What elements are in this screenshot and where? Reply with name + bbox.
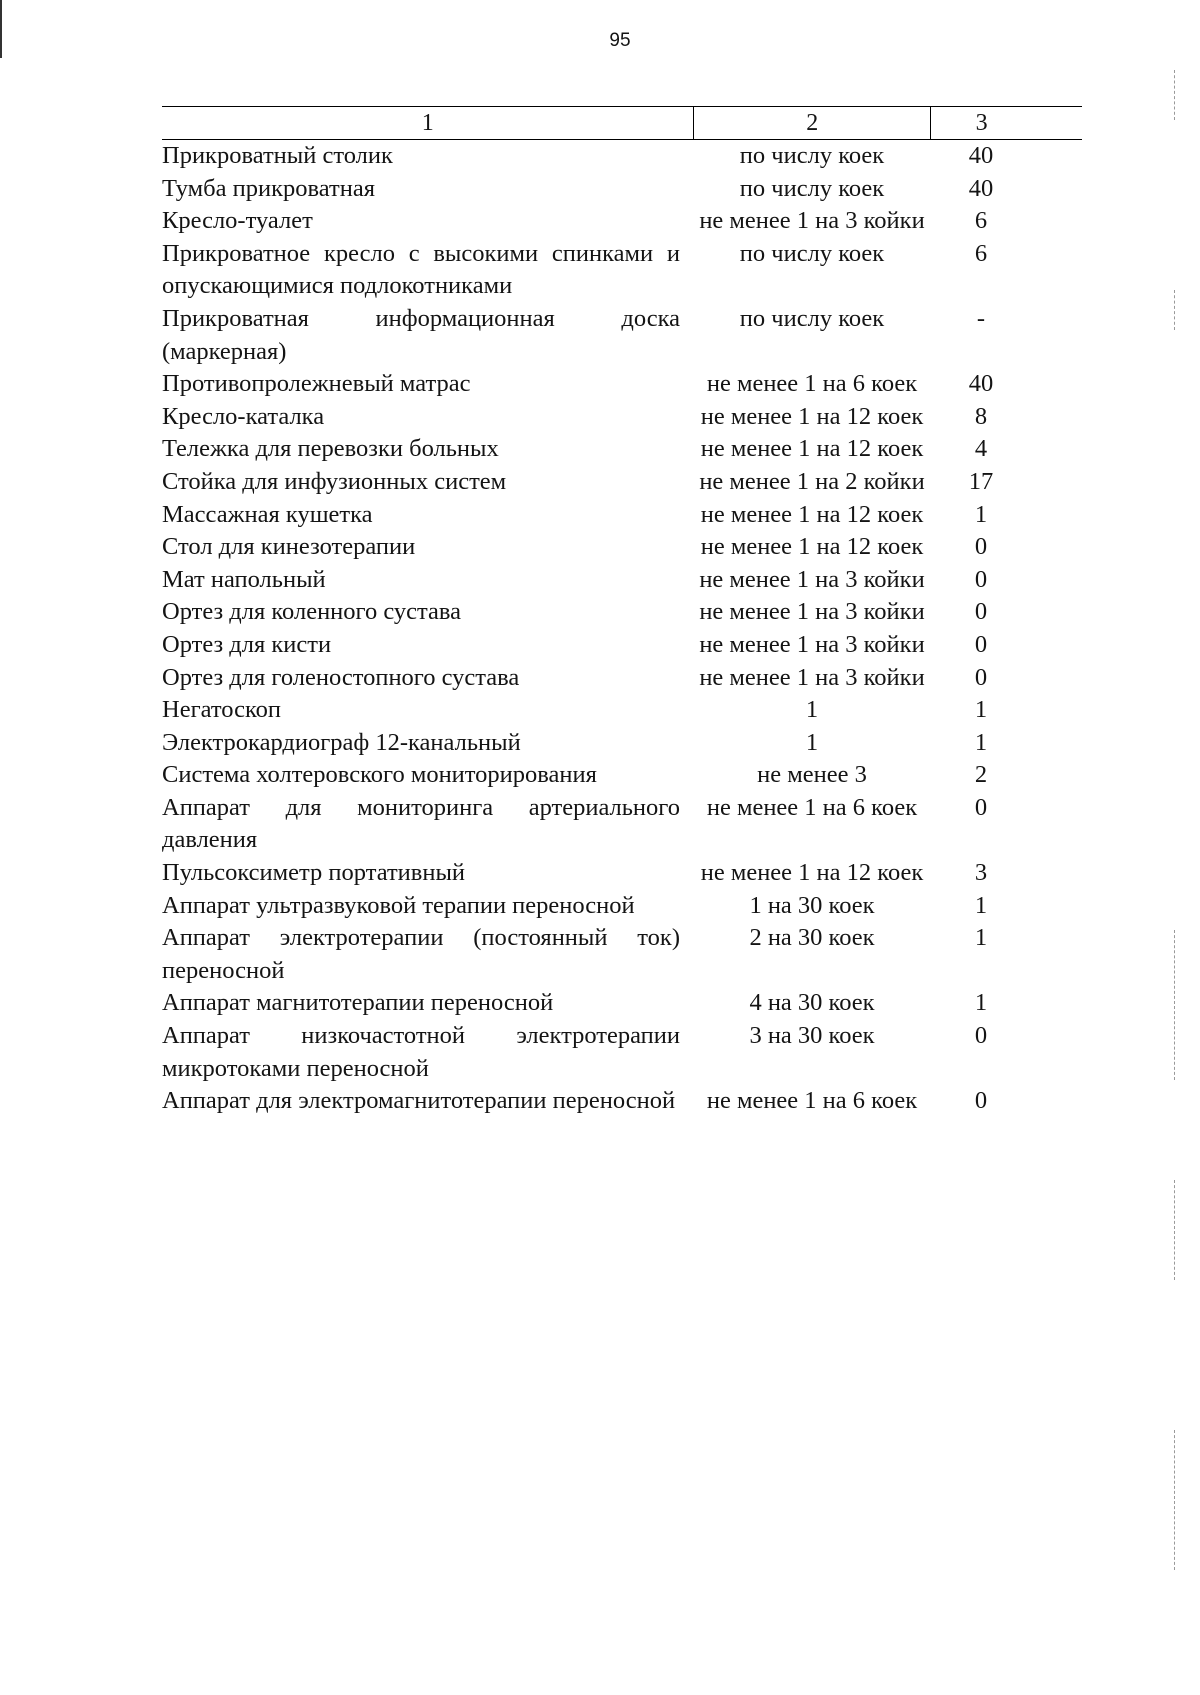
equipment-name: Ортез для коленного сустава <box>162 598 462 626</box>
header-col-3: 3 <box>930 107 1082 139</box>
table-row <box>162 890 1082 923</box>
norm-value: не менее 1 на 3 койки <box>699 630 925 658</box>
table-row <box>162 922 1082 987</box>
table-row <box>162 238 1082 303</box>
norm-value: не менее 1 на 12 коек <box>700 402 924 430</box>
equipment-name: Тележка для перевозки больных <box>162 435 499 463</box>
quantity-value: 0 <box>974 793 988 821</box>
quantity-value: 40 <box>968 370 994 398</box>
table-row <box>162 205 1082 238</box>
quantity-value: 1 <box>974 924 988 952</box>
quantity-value: 0 <box>974 1087 988 1115</box>
quantity-value: 0 <box>974 533 988 561</box>
quantity-value: 2 <box>974 761 988 789</box>
norm-value: по числу коек <box>739 239 885 267</box>
quantity-value: 0 <box>974 630 988 658</box>
table-row <box>162 401 1082 434</box>
table-row <box>162 987 1082 1020</box>
norm-value: 1 <box>805 728 819 756</box>
table-row <box>162 1085 1082 1118</box>
equipment-name: Аппарат низкочастотной электротерапии микротоками переносной <box>162 1022 680 1082</box>
quantity-value: 1 <box>974 500 988 528</box>
norm-value: не менее 1 на 12 коек <box>700 435 924 463</box>
quantity-value: 8 <box>974 402 988 430</box>
equipment-table <box>162 106 1082 1118</box>
table-row <box>162 1020 1082 1085</box>
table-row <box>162 564 1082 597</box>
equipment-name: Аппарат ультразвуковой терапии переносной <box>162 891 635 919</box>
norm-value: по числу коек <box>739 142 885 169</box>
norm-value: не менее 1 на 3 койки <box>699 565 925 593</box>
table-header <box>162 106 1082 140</box>
norm-value: 1 на 30 коек <box>749 891 875 919</box>
table-row <box>162 466 1082 499</box>
equipment-name: Прикроватный столик <box>162 142 393 169</box>
quantity-value: 40 <box>968 142 994 169</box>
quantity-value: 6 <box>974 239 988 267</box>
table-body <box>162 140 1082 1118</box>
equipment-name: Аппарат электротерапии (постоянный ток) переносной <box>162 924 680 984</box>
equipment-name: Кресло-каталка <box>162 402 325 430</box>
norm-value: по числу коек <box>739 304 885 332</box>
norm-value: не менее 1 на 2 койки <box>699 467 925 495</box>
norm-value: не менее 1 на 12 коек <box>700 859 924 887</box>
equipment-name: Электрокардиограф 12-канальный <box>162 728 521 756</box>
norm-value: не менее 1 на 6 коек <box>706 370 918 398</box>
norm-value: 1 <box>805 696 819 724</box>
table-row <box>162 727 1082 760</box>
norm-value: не менее 1 на 6 коек <box>706 1087 918 1115</box>
quantity-value: 0 <box>974 598 988 626</box>
norm-value: не менее 1 на 3 койки <box>699 207 925 235</box>
equipment-name: Негатоскоп <box>162 696 281 724</box>
quantity-value: 3 <box>974 859 988 887</box>
table-row <box>162 759 1082 792</box>
norm-value: не менее 1 на 3 койки <box>699 663 925 691</box>
margin-dots <box>1174 290 1176 330</box>
quantity-value: 1 <box>974 891 988 919</box>
quantity-value: 0 <box>974 1022 988 1050</box>
table-row <box>162 368 1082 401</box>
margin-dots <box>1174 1180 1176 1280</box>
quantity-value: 0 <box>974 663 988 691</box>
margin-dots <box>1174 1430 1176 1570</box>
quantity-value: 6 <box>974 207 988 235</box>
table-row <box>162 303 1082 368</box>
equipment-name: Аппарат для мониторинга артериального давления <box>162 793 680 854</box>
norm-value: не менее 3 <box>757 761 867 789</box>
quantity-value: 0 <box>974 565 988 593</box>
margin-dots <box>1174 930 1176 1080</box>
table-row <box>162 140 1082 173</box>
header-col-2: 2 <box>693 107 930 139</box>
equipment-name: Противопролежневый матрас <box>162 370 471 398</box>
norm-value: 3 на 30 коек <box>749 1022 875 1050</box>
quantity-value: 1 <box>974 696 988 724</box>
quantity-value: 1 <box>974 989 988 1017</box>
equipment-name: Аппарат для электромагнитотерапии переносной <box>162 1087 676 1115</box>
table-row <box>162 792 1082 857</box>
table-row <box>162 499 1082 532</box>
equipment-name: Массажная кушетка <box>162 500 373 528</box>
header-col-1: 1 <box>421 110 434 136</box>
norm-value: не менее 1 на 12 коек <box>700 533 924 561</box>
table-row <box>162 596 1082 629</box>
equipment-name: Стол для кинезотерапии <box>162 533 416 561</box>
equipment-name: Аппарат магнитотерапии переносной <box>162 989 554 1017</box>
norm-value: не менее 1 на 6 коек <box>706 793 918 821</box>
quantity-value: 17 <box>968 467 994 495</box>
table-row <box>162 531 1082 564</box>
quantity-value: 1 <box>974 728 988 756</box>
norm-value: 2 на 30 коек <box>749 924 875 952</box>
margin-dots <box>1174 70 1176 120</box>
norm-value: 4 на 30 коек <box>749 989 875 1017</box>
equipment-name: Ортез для кисти <box>162 630 332 658</box>
table-row <box>162 173 1082 206</box>
table-row <box>162 857 1082 890</box>
quantity-value: 40 <box>968 174 994 202</box>
equipment-name: Ортез для голеностопного сустава <box>162 663 520 691</box>
quantity-value: 4 <box>974 435 988 463</box>
equipment-name: Пульсоксиметр портативный <box>162 859 466 887</box>
page-number: 95 <box>609 30 631 51</box>
norm-value: по числу коек <box>739 174 885 202</box>
table-row <box>162 629 1082 662</box>
table-row <box>162 694 1082 727</box>
equipment-name: Система холтеровского мониторирования <box>162 761 597 789</box>
equipment-name: Прикроватное кресло с высокими спинками и опускающимися подлокотниками <box>162 239 680 300</box>
quantity-value: - <box>976 304 986 332</box>
equipment-name: Мат напольный <box>162 565 326 593</box>
equipment-name: Прикроватная информационная доска (маркерная) <box>162 304 680 365</box>
equipment-name: Кресло-туалет <box>162 207 313 235</box>
norm-value: не менее 1 на 3 койки <box>699 598 925 626</box>
table-row <box>162 662 1082 695</box>
equipment-name: Тумба прикроватная <box>162 174 375 202</box>
norm-value: не менее 1 на 12 коек <box>700 500 924 528</box>
equipment-name: Стойка для инфузионных систем <box>162 467 507 495</box>
table-row <box>162 433 1082 466</box>
